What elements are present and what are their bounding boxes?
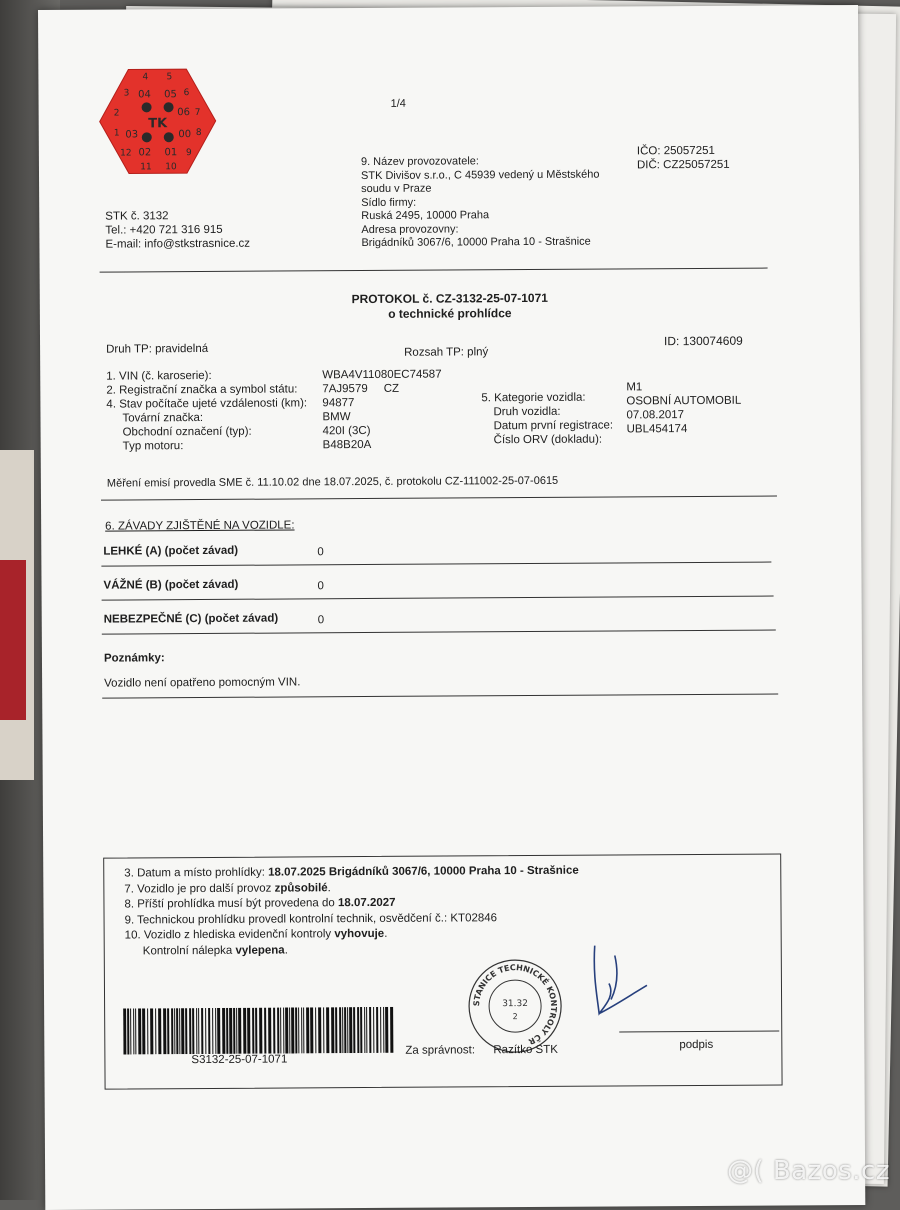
category-values — [626, 380, 741, 437]
svg-text:2: 2 — [113, 108, 120, 119]
result-sticker: Kontrolní nálepka vylepena. — [142, 943, 288, 957]
operator-heading: 9. Název provozovatele: — [360, 155, 479, 169]
page-number: 1/4 — [390, 97, 406, 110]
correctness-label: Za správnost: — [405, 1044, 476, 1057]
vehicle-values — [322, 368, 442, 453]
result-date-place: 3. Datum a místo prohlídky: 18.07.2025 Brigádníků 3067/6, 10000 Praha 10 - Strašnice — [124, 864, 579, 880]
operator-info — [361, 155, 600, 251]
defects-dangerous-count: 0 — [317, 614, 325, 627]
first-registration-label: Datum první registrace: — [493, 419, 614, 433]
svg-text:12: 12 — [120, 148, 132, 159]
svg-text:31.32: 31.32 — [502, 999, 528, 1010]
result-technician: 9. Technickou prohlídku provedl kontrolní technik, osvědčení č.: KT02846 — [124, 911, 498, 926]
signature-label: podpis — [679, 1038, 714, 1052]
orv-number-label: Číslo ORV (dokladu): — [493, 433, 603, 447]
vin-label: 1. VIN (č. karoserie): — [106, 369, 212, 383]
protocol-title — [240, 290, 660, 323]
svg-text:8: 8 — [195, 128, 202, 139]
svg-text:04: 04 — [138, 89, 151, 101]
result-next-inspection: 8. Příští prohlídka musí být provedena do 18.07.2027 — [124, 896, 396, 911]
inspection-type: Druh TP: pravidelná — [106, 342, 209, 356]
background-card-red — [0, 560, 26, 720]
svg-text:10: 10 — [165, 162, 177, 173]
vehicle-kind-label: Druh vozidla: — [493, 405, 561, 419]
vehicle-labels — [106, 368, 307, 453]
result-fitness: 7. Vozidlo je pro další provoz způsobilé. — [124, 881, 331, 895]
operator-address: Brigádníků 3067/6, 10000 Praha 10 - Strašnice — [361, 235, 591, 250]
inspection-protocol-page — [38, 5, 865, 1210]
barcode-icon — [123, 1007, 395, 1055]
first-registration-value: 07.08.2017 — [626, 409, 685, 422]
station-contact — [105, 209, 250, 252]
result-evidence-check: 10. Vozidlo z hlediska evidenční kontroly vyhovuje. — [124, 927, 388, 942]
defects-serious-count: 0 — [317, 580, 324, 593]
protocol-subtitle: o technické prohlídce — [388, 306, 512, 321]
odometer-value: 94877 — [322, 397, 355, 410]
stamp-label: Razítko STK — [493, 1043, 558, 1057]
category-labels — [481, 390, 613, 447]
station-email: E-mail: info@stkstrasnice.cz — [105, 237, 251, 251]
operator-name: STK Divišov s.r.o., C 45939 vedený u Městského — [360, 168, 600, 182]
category-value: M1 — [626, 381, 643, 394]
defects-serious-label: VÁŽNÉ (B) (počet závad) — [103, 578, 239, 592]
svg-text:11: 11 — [140, 162, 152, 173]
svg-text:3: 3 — [123, 88, 130, 99]
record-id: ID: 130074609 — [663, 333, 743, 349]
svg-text:1: 1 — [113, 128, 120, 139]
divider — [101, 562, 771, 567]
protocol-number: PROTOKOL č. CZ-3132-25-07-1071 — [351, 290, 548, 307]
svg-text:02: 02 — [138, 147, 152, 159]
barcode-number: S3132-25-07-1071 — [191, 1053, 288, 1067]
notes-label: Poznámky: — [103, 652, 165, 665]
svg-text:TK: TK — [148, 116, 168, 132]
svg-text:05: 05 — [164, 89, 177, 101]
make-label: Tovární značka: — [122, 411, 204, 425]
svg-text:06: 06 — [177, 107, 191, 119]
svg-text:9: 9 — [185, 148, 192, 159]
svg-text:7: 7 — [194, 108, 201, 119]
svg-text:4: 4 — [142, 72, 149, 83]
engine-value: B48B20A — [322, 438, 372, 452]
divider — [102, 630, 776, 635]
notes-text: Vozidlo není opatřeno pomocným VIN. — [104, 676, 301, 690]
emissions-note: Měření emisí provedla SME č. 11.10.02 dne 18.07.2025, č. protokolu CZ-111002-25-07-0615 — [106, 474, 559, 490]
watermark: @( Bazos.cz — [727, 1156, 890, 1186]
station-name: STK č. 3132 — [105, 210, 169, 223]
operator-court: soudu v Praze — [361, 182, 432, 196]
orv-number-value: UBL454174 — [626, 423, 688, 436]
operator-seat-label: Sídlo firmy: — [361, 196, 417, 209]
result-lines — [124, 864, 579, 960]
signature-icon — [575, 935, 656, 1025]
engine-label: Typ motoru: — [122, 440, 184, 453]
signature-line — [619, 1030, 779, 1032]
tk-logo-icon — [98, 67, 217, 176]
ico-number: IČO: 25057251 — [636, 144, 715, 158]
divider — [102, 693, 778, 698]
svg-text:STANICE TECHNICKÉ KONTROLY ČR: STANICE TECHNICKÉ KONTROLY ČR — [471, 963, 559, 1047]
operator-seat: Ruská 2495, 10000 Praha — [361, 209, 490, 223]
stk-stamp-icon — [465, 956, 566, 1057]
registration-label: 2. Registrační značka a symbol státu: — [106, 383, 298, 397]
svg-text:01: 01 — [164, 147, 178, 159]
svg-text:6: 6 — [183, 88, 190, 99]
model-label: Obchodní označení (typ): — [122, 425, 252, 439]
category-label: 5. Kategorie vozidla: — [481, 391, 586, 405]
inspection-result-box — [103, 853, 782, 1089]
make-value: BMW — [322, 411, 351, 424]
dic-number: DIČ: CZ25057251 — [636, 158, 730, 172]
divider — [100, 268, 768, 273]
station-phone: Tel.: +420 721 316 915 — [105, 223, 223, 237]
inspection-scope: Rozsah TP: plný — [404, 346, 489, 359]
defects-title: 6. ZÁVADY ZJIŠTĚNÉ NA VOZIDLE: — [105, 519, 295, 533]
divider — [101, 495, 777, 500]
divider — [102, 596, 774, 601]
svg-text:03: 03 — [125, 129, 139, 141]
svg-text:2: 2 — [512, 1012, 518, 1022]
defects-light-count: 0 — [317, 546, 324, 559]
company-ids — [637, 144, 730, 173]
registration-value: 7AJ9579 CZ — [322, 382, 400, 396]
svg-text:00: 00 — [178, 129, 192, 141]
model-value: 420I (3C) — [322, 424, 371, 438]
svg-text:5: 5 — [166, 72, 173, 83]
operator-address-label: Adresa provozovny: — [361, 222, 459, 236]
vehicle-kind-value: OSOBNÍ AUTOMOBIL — [626, 394, 742, 408]
defects-dangerous-label: NEBEZPEČNÉ (C) (počet závad) — [103, 612, 279, 626]
odometer-label: 4. Stav počítače ujeté vzdálenosti (km): — [106, 397, 308, 411]
vin-value: WBA4V11080EC74587 — [322, 368, 442, 382]
defects-light-label: LEHKÉ (A) (počet závad) — [103, 544, 239, 558]
